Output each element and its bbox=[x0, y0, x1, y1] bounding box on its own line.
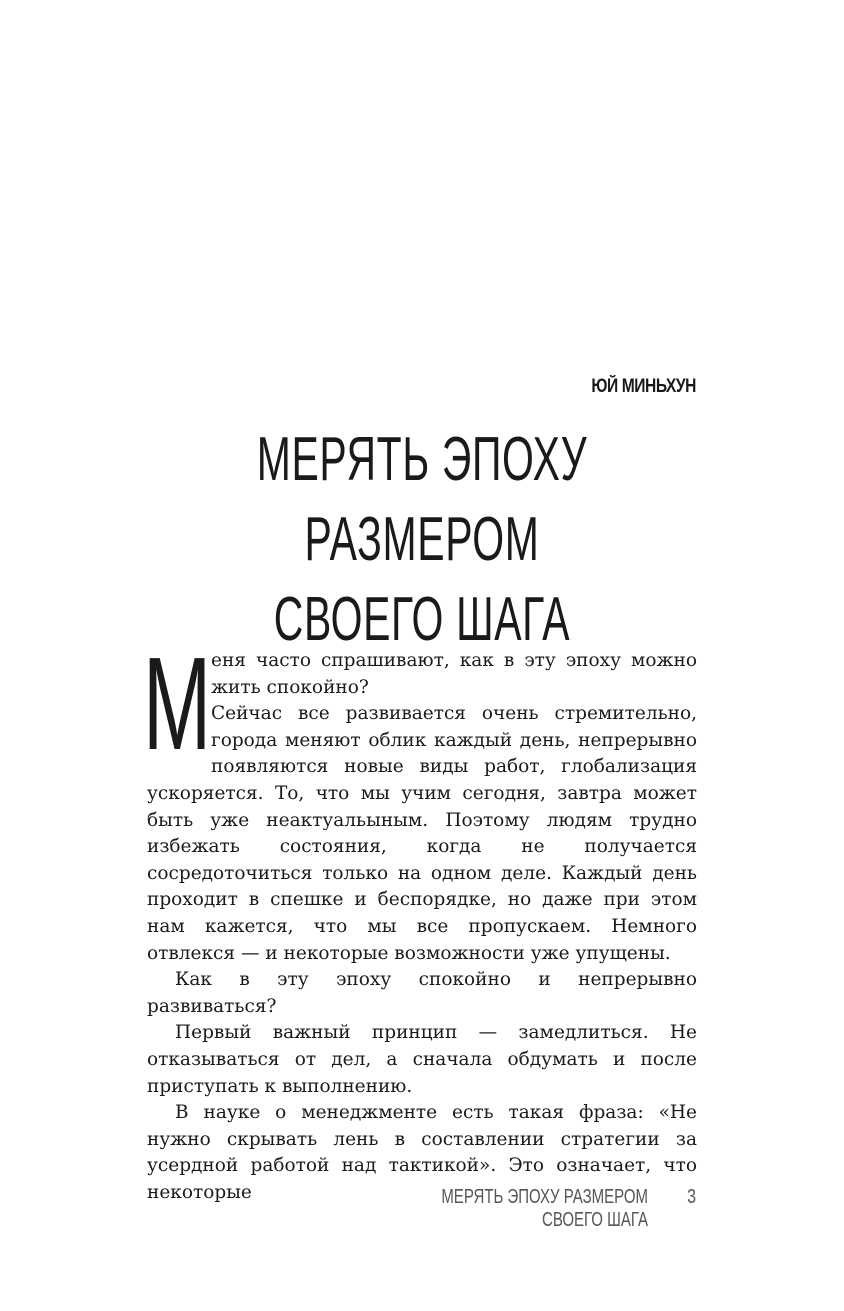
running-footer-title: МЕРЯТЬ ЭПОХУ РАЗМЕРОМ СВОЕГО ШАГА bbox=[441, 1186, 648, 1231]
chapter-title bbox=[60, 420, 784, 660]
paragraph-5: В науке о менеджменте есть такая фраза: «Не нужно скрывать лень в составлении стратегии за усердной работой над тактикой». Это означает, что некоторые bbox=[147, 1102, 697, 1203]
chapter-title-line-1: МЕРЯТЬ ЭПОХУ РАЗМЕРОМ bbox=[256, 425, 588, 574]
chapter-title-line-2: СВОЕГО ШАГА bbox=[273, 585, 571, 654]
drop-cap: М bbox=[143, 630, 212, 777]
body-text bbox=[143, 630, 697, 1206]
page-number: 3 bbox=[687, 1186, 696, 1208]
paragraph-1: еня часто спрашивают, как в эту эпоху можно жить спокойно? bbox=[211, 650, 697, 698]
paragraph-2: Сейчас все развивается очень стремительно, города меняют облик каждый день, непрерывно появляются новые виды работ, глобализация ускоряется. То, что мы учим сегодня, завтра может быть уже неактуальыным. Поэтому людям трудно избежать состояния, когда не получается сосредоточиться только на одном деле. Каждый день проходит в спешке и беспорядке, но даже при этом нам кажется, что мы все пропускаем. Немного отвлекся — и некоторые возможности уже упущены. bbox=[147, 703, 697, 964]
paragraph-4: Первый важный принцип — замедлиться. Не отказываться от дел, а сначала обдумать и после приступать к выполнению. bbox=[147, 1022, 697, 1097]
paragraph-3: Как в эту эпоху спокойно и непрерывно развиваться? bbox=[147, 969, 697, 1017]
author-name: ЮЙ МИНЬХУН bbox=[591, 376, 696, 397]
